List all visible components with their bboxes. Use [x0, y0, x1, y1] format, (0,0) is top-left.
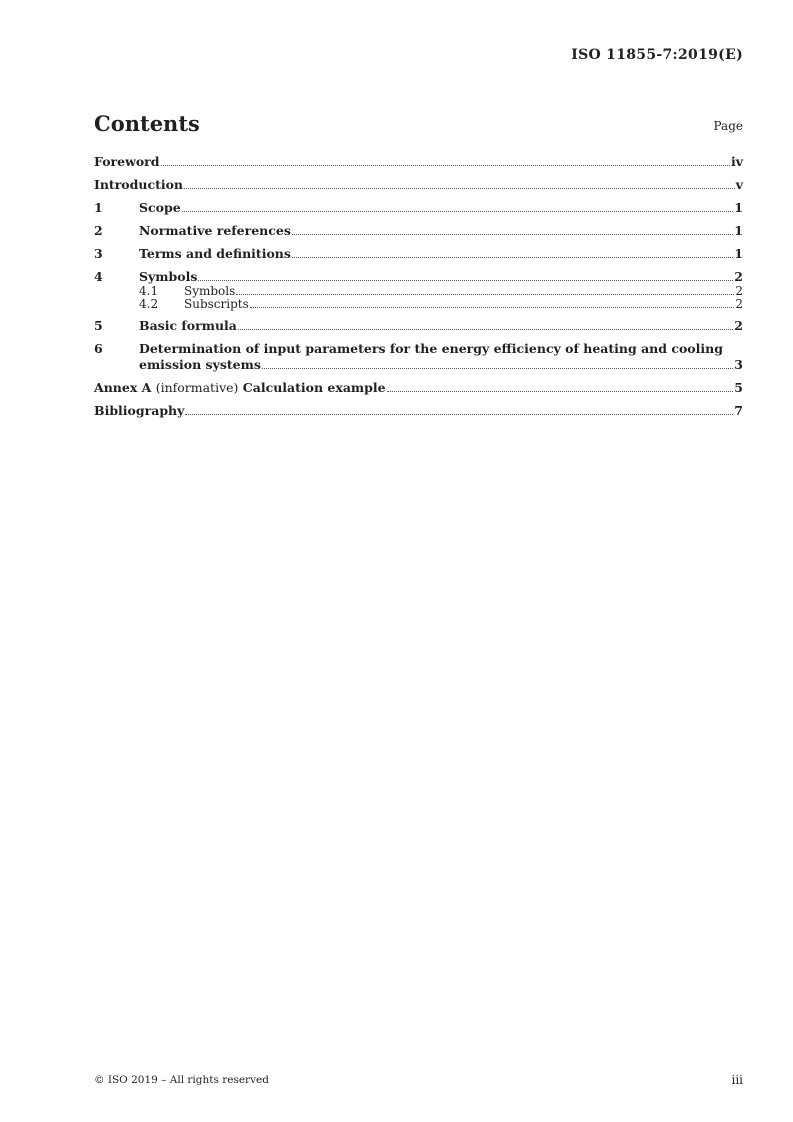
page-column-label: Page: [713, 119, 743, 133]
toc-entry-page: 7: [734, 403, 743, 418]
toc-entry-title: Scope: [139, 200, 181, 215]
toc-entry-number: 6: [94, 341, 103, 356]
copyright-notice: © ISO 2019 – All rights reserved: [94, 1074, 269, 1086]
toc-entry-page: 2: [734, 318, 743, 333]
dot-leader: [182, 211, 734, 212]
toc-entry-page: v: [735, 177, 743, 192]
annex-type: (informative): [155, 380, 239, 395]
toc-entry-number: 5: [94, 318, 103, 333]
toc-entry-number: 2: [94, 223, 103, 238]
toc-entry-page: 1: [734, 223, 743, 238]
toc-entry-terms-and-definitions[interactable]: [94, 246, 743, 262]
page-number: iii: [731, 1073, 743, 1087]
toc-entry-page: 2: [735, 297, 743, 311]
toc-entry-page: 3: [734, 357, 743, 372]
contents-heading: Contents: [94, 111, 200, 136]
toc-entry-page: 5: [734, 380, 743, 395]
toc-entry-number: 4: [94, 269, 103, 284]
dot-leader: [250, 307, 735, 308]
toc-entry-scope[interactable]: [94, 200, 743, 216]
toc-entry-number: 4.2: [139, 297, 159, 311]
toc-entry-symbols[interactable]: [94, 269, 743, 285]
toc-entry-introduction[interactable]: [94, 177, 743, 193]
toc-entry-determination-of-input-parameters[interactable]: [94, 341, 743, 373]
dot-leader: [262, 368, 733, 369]
annex-label: Annex A: [94, 380, 152, 395]
toc-entry-title: Bibliography: [94, 403, 185, 418]
toc-entry-title: Normative references: [139, 223, 291, 238]
table-of-contents: [94, 154, 743, 426]
toc-entry-page: iv: [730, 154, 743, 169]
toc-entry-title: Terms and definitions: [139, 246, 291, 261]
dot-leader: [161, 165, 730, 166]
toc-entry-basic-formula[interactable]: [94, 318, 743, 334]
dot-leader: [184, 188, 735, 189]
toc-entry-title: Basic formula: [139, 318, 237, 333]
dot-leader: [198, 280, 733, 281]
toc-entry-number: 3: [94, 246, 103, 261]
toc-entry-page: 2: [734, 269, 743, 284]
dot-leader: [185, 414, 733, 415]
annex-title: Calculation example: [242, 380, 386, 395]
toc-entry-title-line1: Determination of input parameters for the energy efficiency of heating and cooling: [139, 341, 723, 356]
toc-entry-number: 1: [94, 200, 103, 215]
toc-entry-page: 1: [734, 200, 743, 215]
toc-entry-title: Symbols: [184, 284, 236, 298]
toc-entry-foreword[interactable]: [94, 154, 743, 170]
dot-leader: [387, 391, 734, 392]
toc-entry-title: Symbols: [139, 269, 198, 284]
toc-entry-normative-references[interactable]: [94, 223, 743, 239]
toc-subentry-subscripts[interactable]: [94, 298, 743, 311]
dot-leader: [236, 294, 734, 295]
toc-entry-title: Introduction: [94, 177, 184, 192]
toc-entry-page: 2: [735, 284, 743, 298]
toc-entry-page: 1: [734, 246, 743, 261]
toc-entry-title: Foreword: [94, 154, 160, 169]
toc-entry-title-line2: emission systems: [139, 357, 261, 372]
toc-entry-annex-a[interactable]: [94, 380, 743, 396]
dot-leader: [292, 257, 733, 258]
toc-entry-bibliography[interactable]: [94, 403, 743, 419]
toc-entry-title: Subscripts: [184, 297, 249, 311]
dot-leader: [238, 329, 733, 330]
dot-leader: [292, 234, 733, 235]
document-id: ISO 11855-7:2019(E): [571, 47, 743, 63]
toc-entry-number: 4.1: [139, 284, 159, 298]
